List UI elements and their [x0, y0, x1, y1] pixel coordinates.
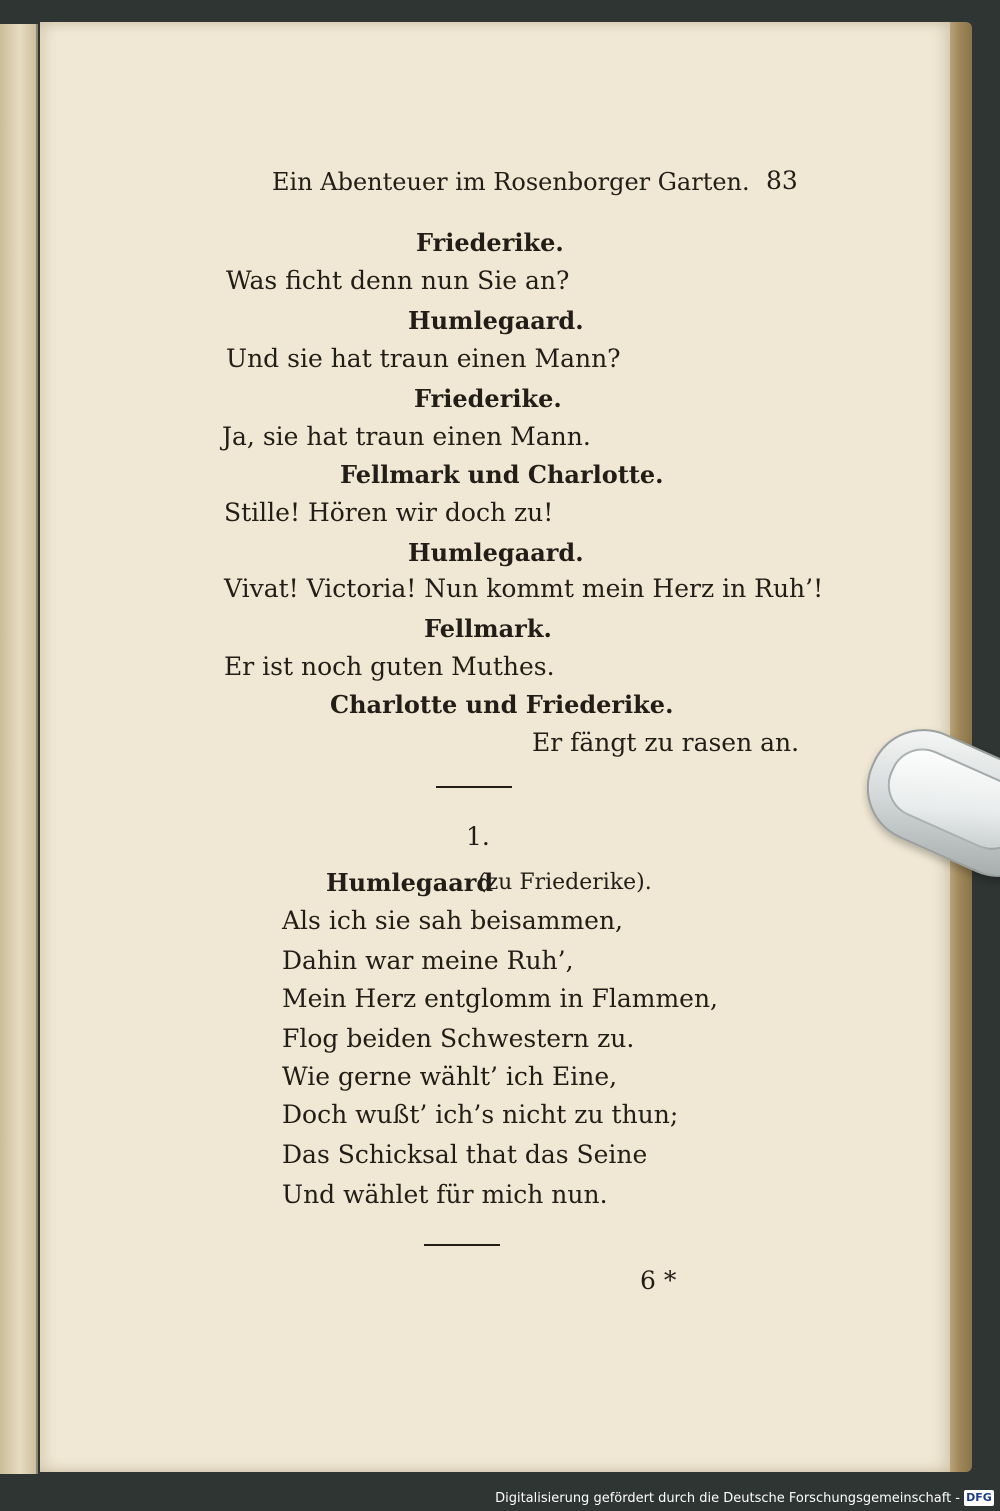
speaker-name: Fellmark und Charlotte.	[340, 460, 664, 489]
dialogue-line: Und sie hat traun einen Mann?	[226, 344, 621, 373]
dialogue-line: Er fängt zu rasen an.	[532, 728, 800, 757]
verse-line: Das Schicksal that das Seine	[282, 1140, 648, 1169]
page-number: 83	[766, 166, 798, 195]
speaker-name: Charlotte und Friederike.	[330, 690, 674, 719]
verse-line: Wie gerne wählt’ ich Eine,	[282, 1062, 618, 1091]
speaker-name: Humlegaard.	[408, 538, 584, 567]
verse-line: Mein Herz entglomm in Flammen,	[282, 984, 718, 1013]
dialogue-line: Er ist noch guten Muthes.	[224, 652, 555, 681]
digitization-credit: Digitalisierung gefördert durch die Deutsche Forschungsgemeinschaft -	[495, 1491, 960, 1506]
verse-line: Dahin war meine Ruh’,	[282, 946, 574, 975]
dialogue-line: Was ficht denn nun Sie an?	[226, 266, 570, 295]
running-title: Ein Abenteuer im Rosenborger Garten.	[272, 168, 750, 196]
section-divider	[424, 1244, 500, 1246]
verse-line: Flog beiden Schwestern zu.	[282, 1024, 635, 1053]
verse-line: Als ich sie sah beisammen,	[282, 906, 624, 935]
section-divider	[436, 786, 512, 788]
speaker-name: Fellmark.	[424, 614, 552, 643]
dialogue-line: Vivat! Victoria! Nun kommt mein Herz in Ruh’!	[224, 574, 824, 603]
previous-page-edge	[0, 24, 38, 1474]
dialogue-line: Stille! Hören wir doch zu!	[224, 498, 554, 527]
stage-direction: (zu Friederike).	[478, 870, 652, 895]
speaker-name: Friederike.	[414, 384, 562, 413]
dialogue-line: Ja, sie hat traun einen Mann.	[222, 422, 591, 451]
speaker-name: Humlegaard.	[408, 306, 584, 335]
verse-line: Doch wußt’ ich’s nicht zu thun;	[282, 1100, 679, 1129]
speaker-name: Friederike.	[416, 228, 564, 257]
verse-line: Und wählet für mich nun.	[282, 1180, 608, 1209]
song-number: 1.	[466, 822, 490, 851]
signature-mark: 6 *	[640, 1266, 677, 1295]
song-speaker: Humlegaard	[326, 868, 494, 897]
dfg-logo: DFG	[964, 1490, 994, 1506]
